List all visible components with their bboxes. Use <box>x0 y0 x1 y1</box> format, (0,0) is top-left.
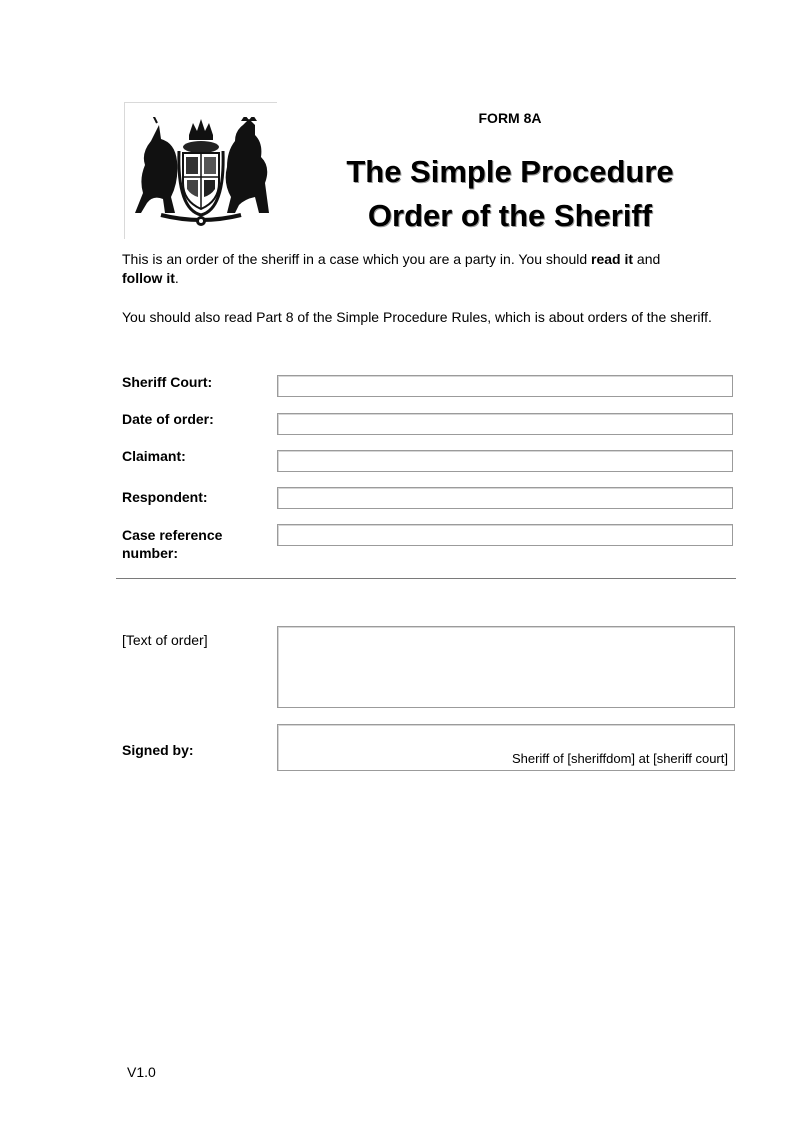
intro-text-b: and <box>633 251 661 267</box>
section-divider <box>116 578 736 579</box>
respondent-label: Respondent: <box>122 489 208 505</box>
sheriff-court-label: Sheriff Court: <box>122 374 213 390</box>
claimant-label: Claimant: <box>122 448 186 464</box>
intro-text-a: This is an order of the sheriff in a case which you are a party in. You should <box>122 251 592 267</box>
title-line-2: Order of the Sheriff <box>367 198 653 233</box>
case-reference-field[interactable] <box>277 524 733 546</box>
crest-frame <box>124 102 277 239</box>
royal-coat-of-arms-icon <box>131 117 271 227</box>
intro-bold-read: read it <box>591 251 634 267</box>
title-line-1: The Simple Procedure <box>346 154 674 189</box>
intro-paragraph-2: You should also read Part 8 of the Simple Procedure Rules, which is about orders of the sheriff. <box>122 309 712 325</box>
version-label: V1.0 <box>127 1064 156 1080</box>
signed-by-label: Signed by: <box>122 742 194 758</box>
page-title <box>300 150 720 238</box>
intro-paragraph-1 <box>122 250 722 288</box>
form-number: FORM 8A <box>478 110 542 126</box>
text-of-order-field[interactable] <box>277 626 735 708</box>
date-of-order-label: Date of order: <box>122 411 214 427</box>
signature-field[interactable] <box>277 724 735 771</box>
text-of-order-label: [Text of order] <box>122 632 208 648</box>
intro-text-c: . <box>174 270 179 286</box>
sheriff-designation: Sheriff of [sheriffdom] at [sheriff court] <box>511 751 728 766</box>
sheriff-court-field[interactable] <box>277 375 733 397</box>
date-of-order-field[interactable] <box>277 413 733 435</box>
case-reference-label: Case reference number: <box>122 527 223 561</box>
respondent-field[interactable] <box>277 487 733 509</box>
intro-bold-follow: follow it <box>122 270 175 286</box>
claimant-field[interactable] <box>277 450 733 472</box>
